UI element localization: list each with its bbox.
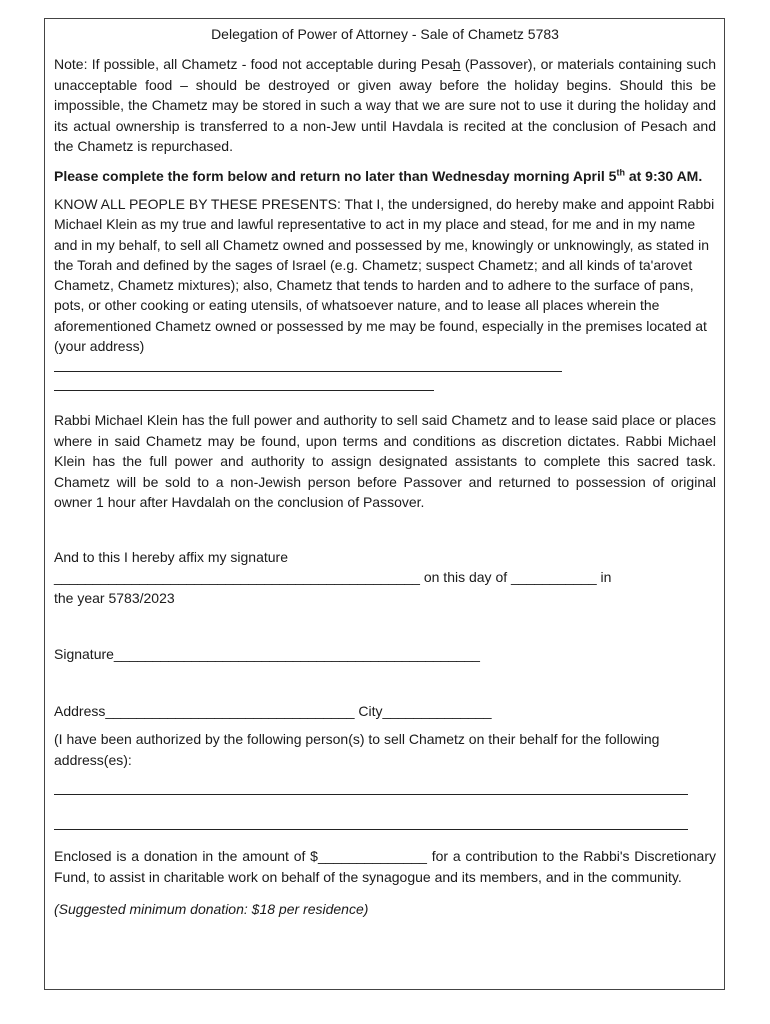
document-title: Delegation of Power of Attorney - Sale of Chametz 5783 xyxy=(211,26,559,42)
year-line: the year 5783/2023 xyxy=(54,589,175,606)
note-text-end: (Passover), or materials containing such unacceptable food – should be destroyed or given away before the holiday begins. Should this be impossible, the Chametz may be stored in such a way that we are sure not to use it during the holiday and its actual ownership is transferred to a non-Jew until Havdala is recited at the conclusion of Pesach and the Chametz is repurchased. xyxy=(54,56,716,154)
deadline-superscript: th xyxy=(616,166,625,177)
authorized-address-line-2[interactable] xyxy=(54,829,688,830)
address-line-1[interactable] xyxy=(54,371,562,372)
rabbi-authority-paragraph: Rabbi Michael Klein has the full power and authority to sell said Chametz and to lease said place or places where in said Chametz may be found, upon terms and conditions as discretion dictates. Rabbi Michael Klein has the full power and authority to assign designated assistants to complete this sacred task. Chametz will be sold to a non-Jewish person before Passover and returned to possession of original owner 1 hour after Havdalah on the conclusion of Passover. xyxy=(54,412,716,511)
authorized-persons-text: (I have been authorized by the following person(s) to sell Chametz on their behalf for the following address(es): xyxy=(54,731,660,768)
deadline-instruction xyxy=(54,166,716,187)
donation-text-start: Enclosed is a donation in the amount of $ xyxy=(54,848,318,865)
donation-paragraph xyxy=(54,846,716,887)
affix-signature-line: And to this I hereby affix my signature xyxy=(54,548,288,565)
know-all-paragraph: KNOW ALL PEOPLE BY THESE PRESENTS: That I, the undersigned, do hereby make and appoint Rabbi Michael Klein as my true and lawful representative to act in my place and stead, for me and in my name and in my behalf, to sell all Chametz owned and possessed by me, knowingly or unknowingly, as stated in the Torah and defined by the sages of Israel (e.g. Chametz; suspect Chametz; and all kinds of ta'arovet Chametz, Chametz mixtures); also, Chametz that tends to harden and to adhere to the surface of pans, pots, or other cooking or eating utensils, of whatsoever nature, and to lease all places wherein the aforementioned Chametz owned or possessed by me may be found, especially in the premises located at (your address) xyxy=(54,196,715,355)
note-underlined-letter: h xyxy=(452,56,461,72)
deadline-text-end: at 9:30 AM. xyxy=(624,167,703,184)
deadline-text-start: Please complete the form below and return no later than Wednesday morning April 5 xyxy=(54,167,617,184)
donation-text-end: for a contribution to the Rabbi's Discretionary Fund, to assist in charitable work on behalf of the synagogue and its members, and in the community. xyxy=(54,848,716,885)
note-paragraph xyxy=(54,54,716,157)
donation-amount-blank[interactable]: ______________ xyxy=(317,848,427,865)
address-line-2[interactable] xyxy=(54,390,434,391)
signature-date-line[interactable]: _______________________________________________ on this day of ___________ in xyxy=(54,569,612,586)
form-content xyxy=(54,18,716,920)
authorized-address-line-1[interactable] xyxy=(54,794,688,795)
note-text-start: Note: If possible, all Chametz - food not acceptable during Pesa xyxy=(54,56,453,72)
suggested-donation-note: (Suggested minimum donation: $18 per residence) xyxy=(54,901,369,918)
address-city-field[interactable]: Address________________________________ City______________ xyxy=(54,702,492,719)
signature-field[interactable]: Signature_______________________________________________ xyxy=(54,646,480,663)
